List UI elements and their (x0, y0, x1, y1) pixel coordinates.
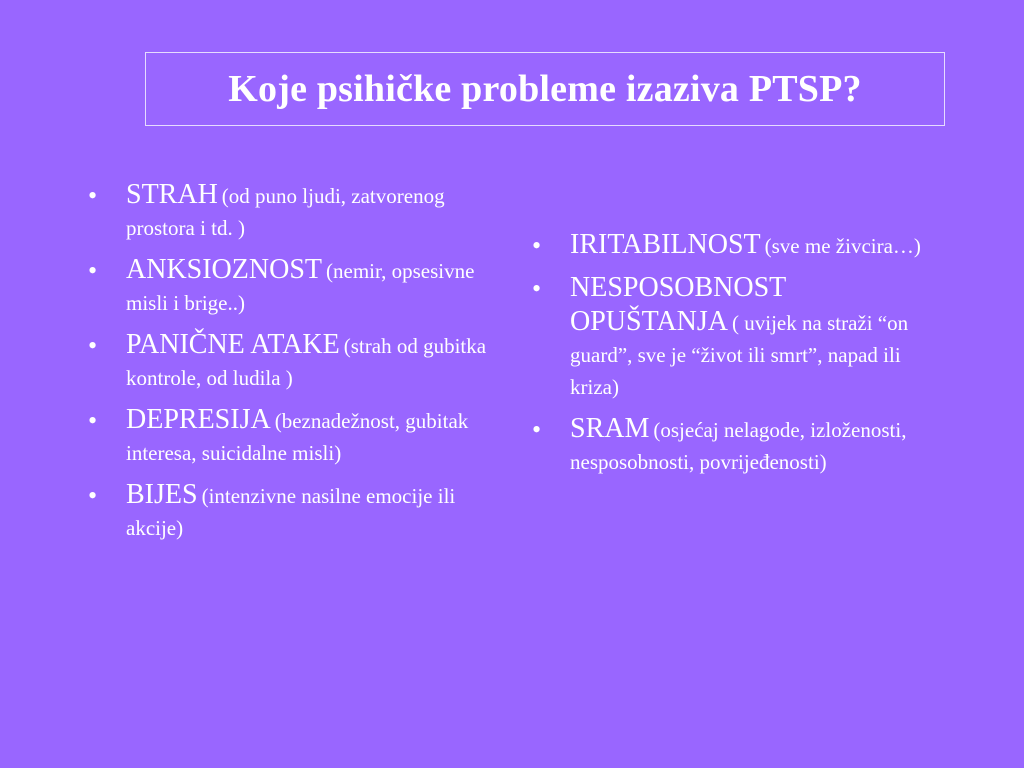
list-item (86, 478, 506, 544)
item-description: ( uvijek na straži “on guard”, sve je “život ili smrt”, napad ili kriza) (570, 311, 909, 399)
item-term: ANKSIOZNOST (126, 254, 322, 285)
item-description: (beznadežnost, gubitak interesa, suicidalne misli) (126, 409, 469, 465)
right-bullet-list (530, 228, 930, 487)
bullet-icon: • (532, 415, 542, 444)
list-item (86, 328, 506, 394)
bullet-icon: • (88, 406, 98, 435)
bullet-icon: • (532, 231, 542, 260)
title-box (145, 52, 945, 126)
item-term: BIJES (126, 479, 198, 510)
item-term: PANIČNE ATAKE (126, 329, 340, 360)
item-term: IRITABILNOST (570, 229, 761, 260)
list-item (530, 228, 930, 262)
bullet-icon: • (88, 481, 98, 510)
list-item (530, 271, 930, 403)
left-bullet-list (86, 178, 506, 553)
item-description: (strah od gubitka kontrole, od ludila ) (126, 334, 487, 390)
item-description: (intenzivne nasilne emocije ili akcije) (126, 484, 456, 540)
item-term: NESPOSOBNOST OPUŠTANJA (570, 272, 786, 337)
list-item (86, 178, 506, 244)
item-description: (osjećaj nelagode, izloženosti, nesposobnosti, povrijeđenosti) (570, 418, 907, 474)
item-description: (nemir, opsesivne misli i brige..) (126, 259, 475, 315)
item-term: DEPRESIJA (126, 404, 271, 435)
list-item (530, 412, 930, 478)
bullet-icon: • (88, 181, 98, 210)
bullet-icon: • (88, 331, 98, 360)
item-description: (od puno ljudi, zatvorenog prostora i td. ) (126, 184, 445, 240)
list-item (86, 403, 506, 469)
list-item (86, 253, 506, 319)
item-term: STRAH (126, 179, 218, 210)
bullet-icon: • (88, 256, 98, 285)
slide-title: Koje psihičke probleme izaziva PTSP? (228, 68, 862, 110)
item-description: (sve me živcira…) (764, 234, 921, 258)
item-term: SRAM (570, 413, 650, 444)
bullet-icon: • (532, 274, 542, 303)
